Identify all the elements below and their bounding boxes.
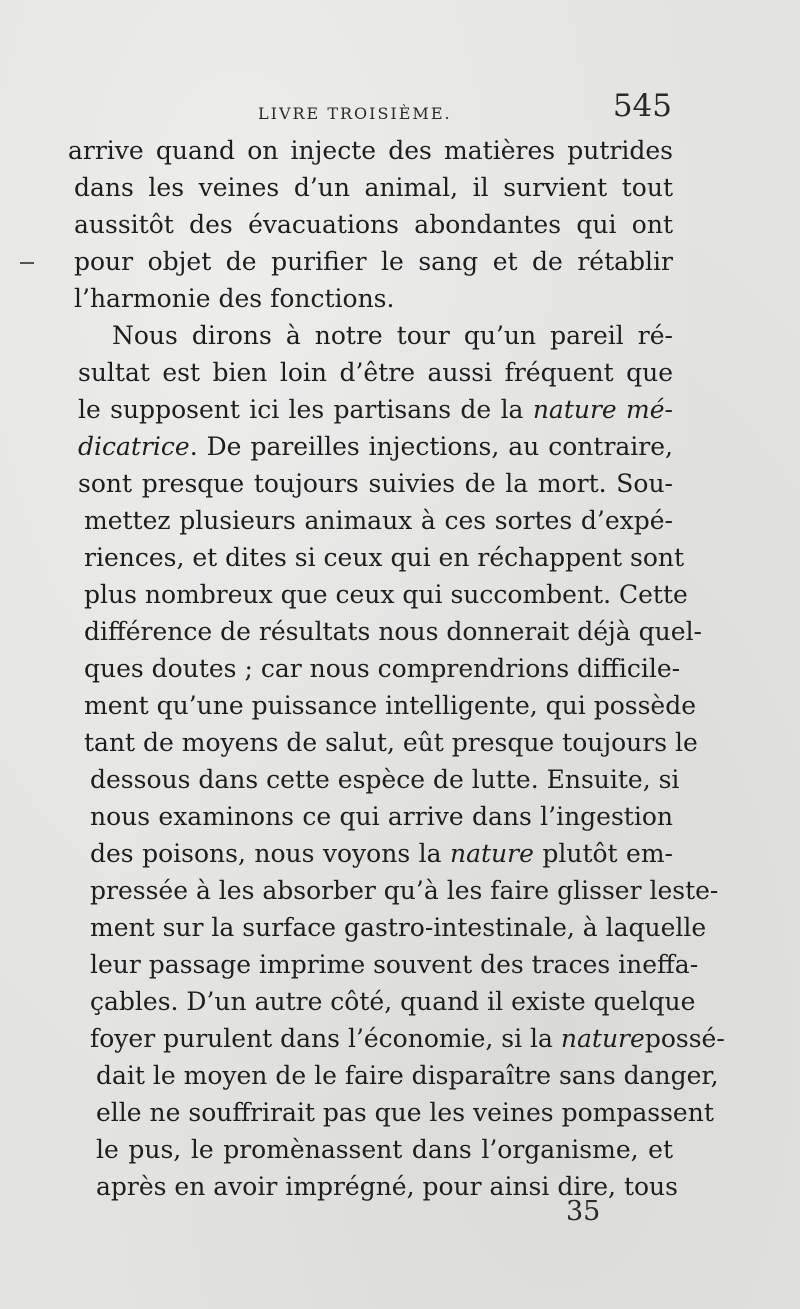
text-line: ques doutes ; car nous comprendrions difficile- (84, 654, 681, 683)
text-line (90, 1020, 725, 1057)
text-line: après en avoir imprégné, pour ainsi dire, tous (96, 1172, 678, 1201)
italic-segment: dicatrice (78, 432, 190, 461)
text-segment: possé- (644, 1024, 725, 1053)
text-line: çables. D’un autre côté, quand il existe quelque (90, 987, 696, 1016)
text-line: aussitôt des évacuations abondantes qui ont (74, 210, 673, 239)
page-header (62, 88, 672, 128)
text-line: tant de moyens de salut, eût presque toujours le (84, 728, 698, 757)
text-segment: foyer purulent dans l’économie, si la (90, 1024, 553, 1053)
italic-segment: nature (449, 839, 534, 868)
margin-mark (20, 262, 34, 264)
running-head: LIVRE TROISIÈME. (258, 104, 452, 123)
text-line: nous examinons ce qui arrive dans l’ingestion (90, 802, 673, 831)
text-segment: . De pareilles injections, au contraire, (189, 432, 673, 461)
text-line (90, 835, 673, 872)
text-segment: des poisons, nous voyons la (90, 839, 442, 868)
body-text (68, 132, 725, 1205)
text-line: différence de résultats nous donnerait déjà quel- (84, 617, 703, 646)
text-line: riences, et dites si ceux qui en réchappent sont (84, 543, 685, 572)
text-line: dessous dans cette espèce de lutte. Ensuite, si (90, 765, 680, 794)
text-line: ment sur la surface gastro-intestinale, à laquelle (90, 913, 707, 942)
text-line: mettez plusieurs animaux à ces sortes d’expé- (84, 506, 673, 535)
text-line: arrive quand on injecte des matières putrides (68, 136, 673, 165)
text-line: dait le moyen de le faire disparaître sans danger, (96, 1061, 719, 1090)
text-line: sont presque toujours suivies de la mort. Sou- (78, 469, 673, 498)
text-line: elle ne souffrirait pas que les veines pompassent (96, 1098, 714, 1127)
text-line: l’harmonie des fonctions. (74, 284, 395, 313)
text-line (78, 428, 673, 465)
text-line: le pus, le promènassent dans l’organisme, et (96, 1135, 673, 1164)
italic-segment: nature (560, 1024, 645, 1053)
text-line: pressée à les absorber qu’à les faire glisser leste- (90, 876, 719, 905)
text-line: leur passage imprime souvent des traces ineffa- (90, 950, 699, 979)
text-line: plus nombreux que ceux qui succombent. Cette (84, 580, 688, 609)
text-line: sultat est bien loin d’être aussi fréquent que (78, 358, 673, 387)
text-line: ment qu’une puissance intelligente, qui possède (84, 691, 697, 720)
text-line: pour objet de purifier le sang et de rétablir (74, 247, 673, 276)
text-segment: plutôt em- (542, 839, 674, 868)
text-segment: le supposent ici les partisans de la (78, 395, 524, 424)
italic-segment: nature mé- (532, 395, 673, 424)
text-line: dans les veines d’un animal, il survient tout (74, 173, 673, 202)
text-line (78, 391, 673, 428)
text-line: Nous dirons à notre tour qu’un pareil ré- (112, 321, 673, 350)
page-number: 545 (612, 88, 672, 124)
signature-mark: 35 (566, 1196, 601, 1227)
